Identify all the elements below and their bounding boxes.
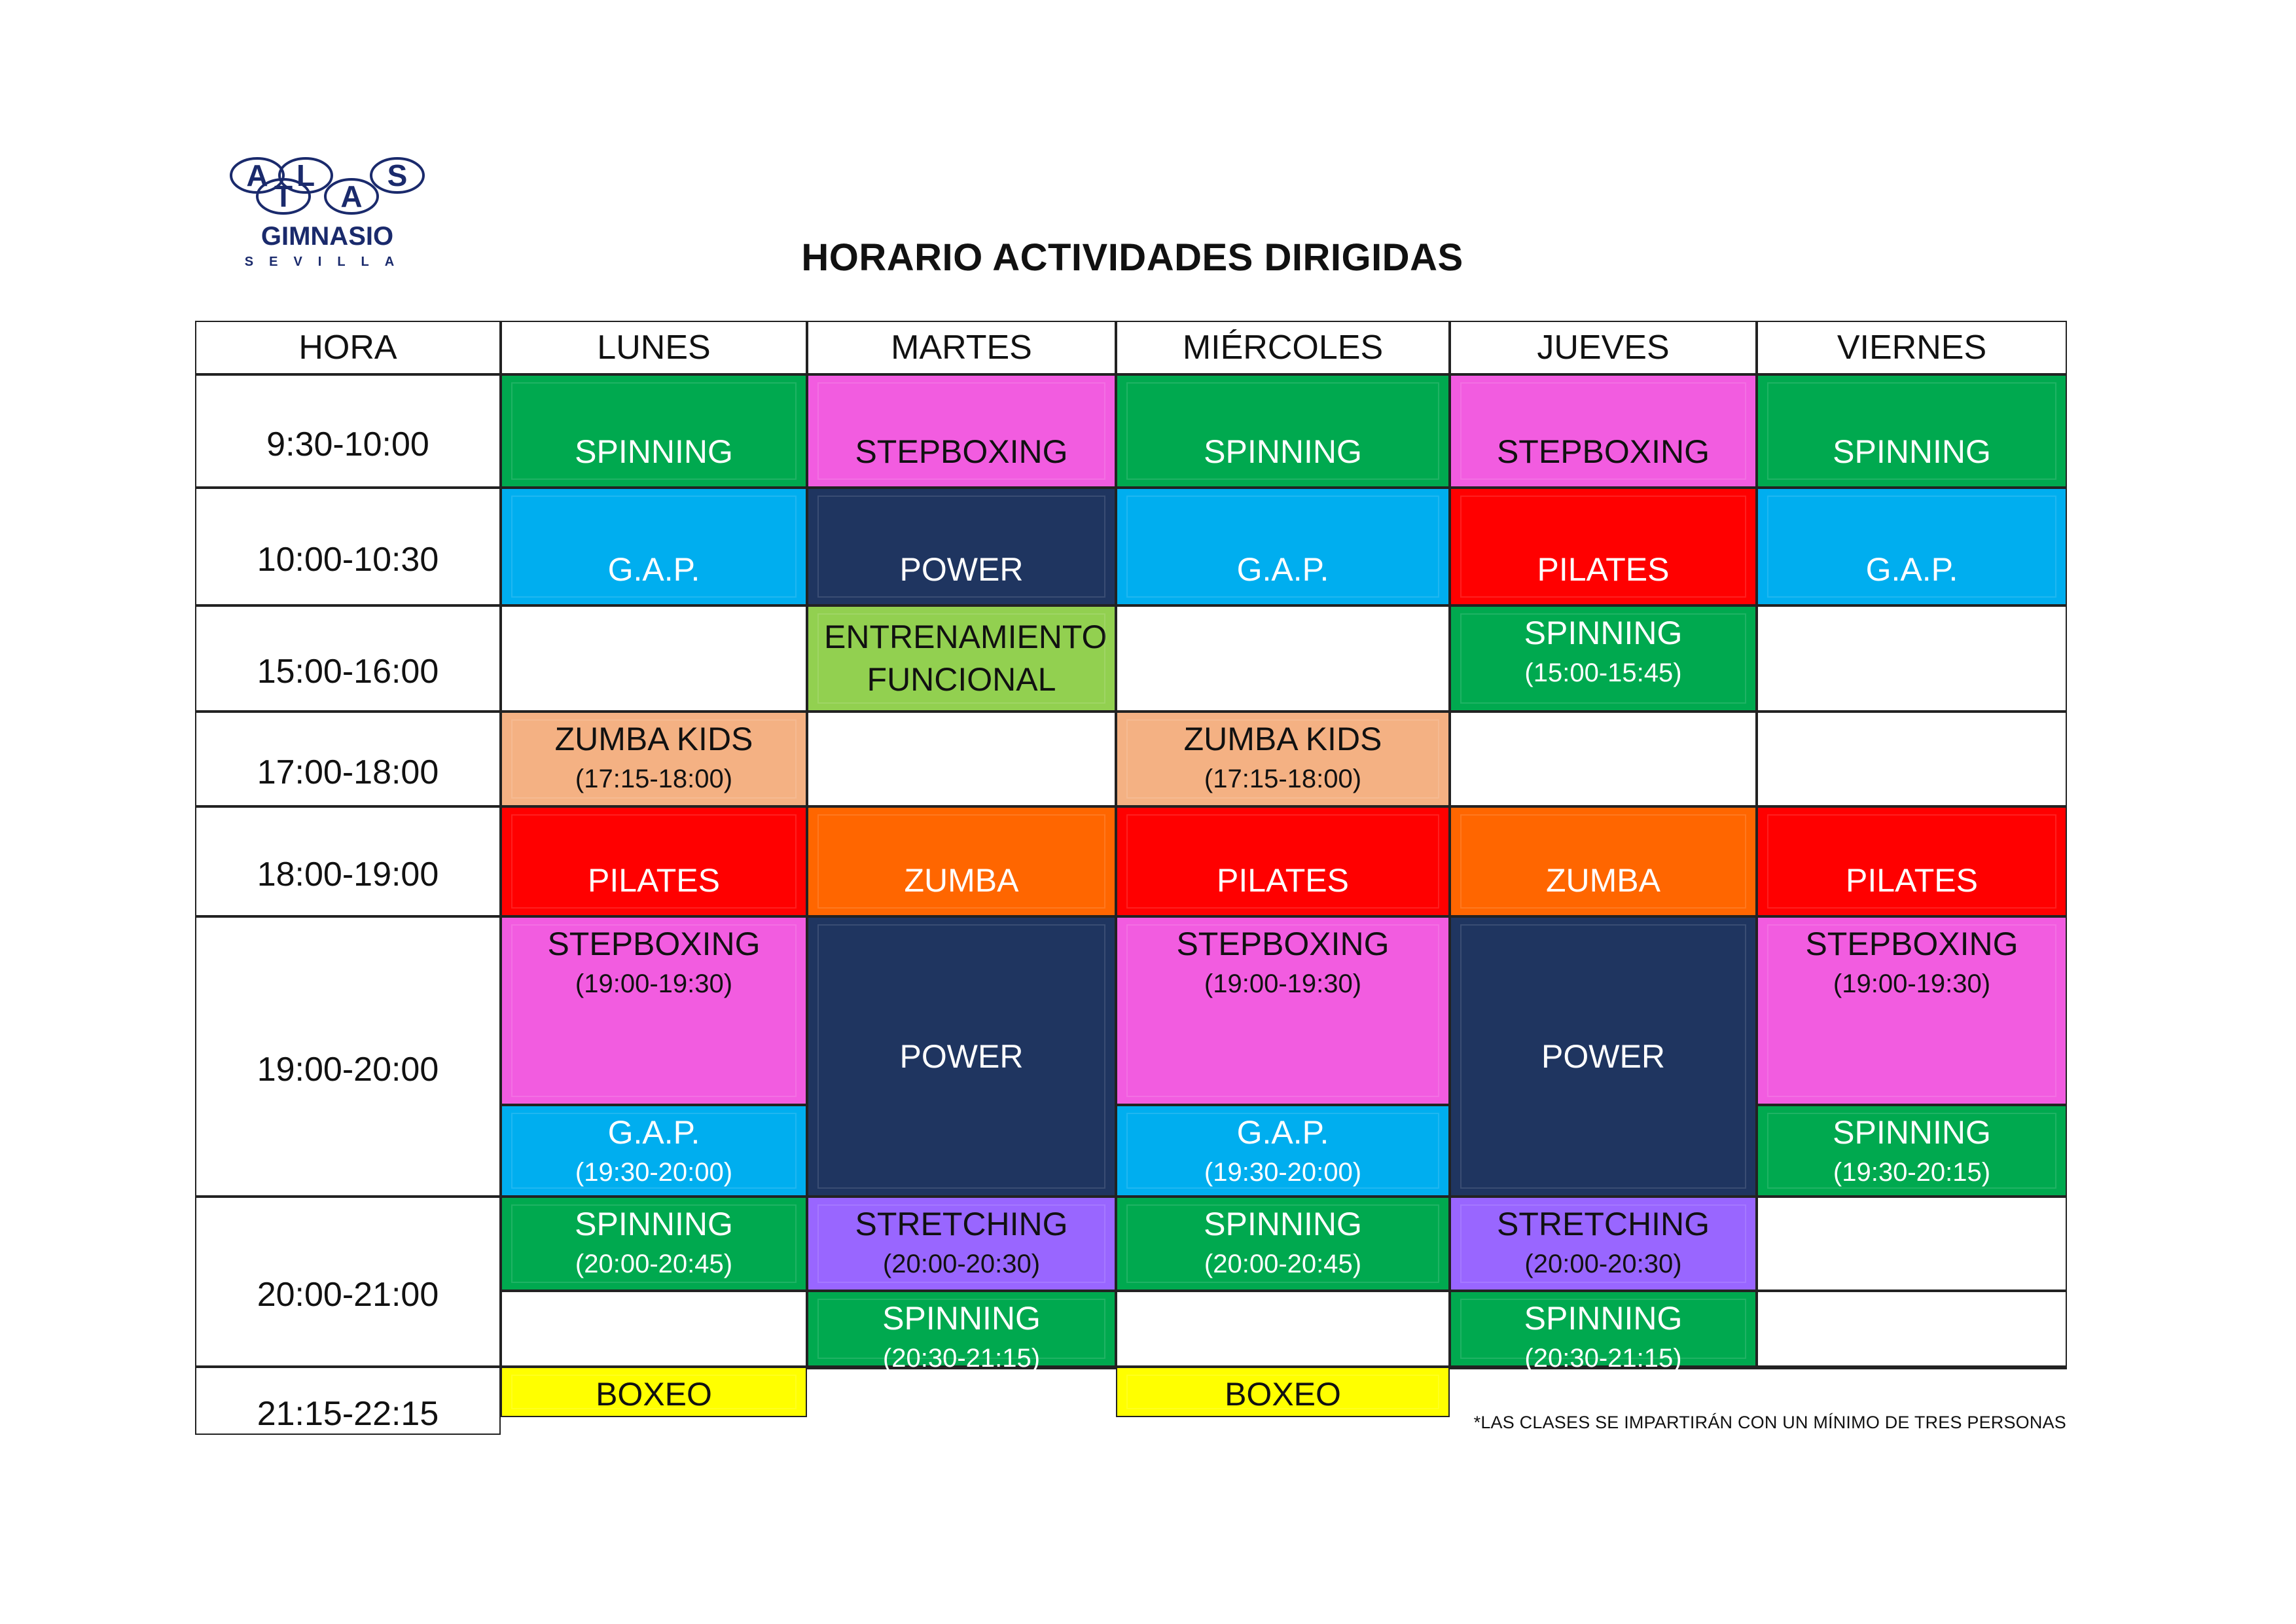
header-jueves: JUEVES	[1450, 321, 1757, 374]
activity-name: PILATES	[1217, 862, 1349, 899]
svg-text:A: A	[246, 158, 268, 192]
activity-name: SPINNING	[575, 1206, 733, 1242]
activity-name: G.A.P.	[607, 1114, 700, 1151]
activity-spinning	[1450, 605, 1757, 712]
activity-pilates	[1450, 488, 1757, 605]
header-viernes: VIERNES	[1757, 321, 2067, 374]
activity-name: PILATES	[588, 862, 720, 899]
activity-g-a-p	[1116, 1105, 1450, 1197]
hour-cell: 20:00-21:00	[195, 1197, 501, 1367]
activity-stepboxing	[807, 374, 1116, 488]
activity-name: SPINNING	[1204, 433, 1362, 470]
activity-spinning	[501, 1197, 807, 1291]
activity-name: STEPBOXING	[547, 926, 761, 962]
activity-boxeo	[1116, 1367, 1450, 1417]
activity-time: (20:30-21:15)	[882, 1344, 1041, 1373]
empty-slot	[1116, 1291, 1450, 1367]
activity-name: G.A.P.	[1236, 551, 1329, 588]
activity-spinning	[1757, 1105, 2067, 1197]
activity-spinning	[1116, 1197, 1450, 1291]
activity-boxeo	[501, 1367, 807, 1417]
svg-text:SEVILLA: SEVILLA	[244, 255, 410, 269]
empty-slot	[501, 1291, 807, 1367]
hour-cell: 10:00-10:30	[195, 488, 501, 605]
activity-name: ZUMBA KIDS	[1183, 721, 1382, 757]
empty-slot	[1757, 1367, 2067, 1369]
svg-text:T: T	[274, 179, 293, 213]
svg-text:A: A	[340, 179, 363, 213]
activity-name: PILATES	[1537, 551, 1670, 588]
activity-name: SPINNING	[1833, 433, 1991, 470]
empty-slot	[1757, 1197, 2067, 1291]
activity-name: G.A.P.	[1865, 551, 1958, 588]
activity-name: ZUMBA KIDS	[554, 721, 753, 757]
activity-time: (20:00-20:30)	[882, 1250, 1041, 1278]
hour-cell: 17:00-18:00	[195, 712, 501, 806]
header-miercoles: MIÉRCOLES	[1116, 321, 1450, 374]
svg-text:GIMNASIO: GIMNASIO	[260, 222, 394, 251]
activity-name: POWER	[899, 1038, 1024, 1075]
activity-time: (20:00-20:45)	[575, 1250, 733, 1278]
activity-g-a-p	[501, 488, 807, 605]
activity-time: (19:30-20:15)	[1833, 1158, 1991, 1187]
activity-stretching	[1450, 1197, 1757, 1291]
activity-name: POWER	[899, 551, 1024, 588]
activity-zumba-kids	[1116, 712, 1450, 806]
activity-name: STEPBOXING	[1805, 926, 2018, 962]
svg-text:S: S	[387, 158, 408, 192]
activity-name: ZUMBA	[904, 862, 1019, 899]
empty-slot	[1450, 712, 1757, 806]
activity-time: (19:00-19:30)	[575, 969, 733, 998]
hour-cell: 19:00-20:00	[195, 916, 501, 1197]
activity-stretching	[807, 1197, 1116, 1291]
activity-name: SPINNING	[1524, 615, 1683, 651]
activity-zumba	[807, 806, 1116, 916]
svg-text:L: L	[296, 158, 315, 192]
activity-name: ENTRENAMIENTO FUNCIONAL	[824, 619, 1107, 698]
activity-stepboxing	[1450, 374, 1757, 488]
empty-slot	[1757, 712, 2067, 806]
empty-slot	[501, 605, 807, 712]
activity-entrenamiento-funcional	[807, 605, 1116, 712]
empty-slot	[807, 712, 1116, 806]
activity-name: G.A.P.	[1236, 1114, 1329, 1151]
activity-spinning	[1757, 374, 2067, 488]
activity-power	[807, 488, 1116, 605]
activity-name: BOXEO	[1225, 1376, 1341, 1413]
activity-power	[807, 916, 1116, 1197]
activity-spinning	[1450, 1291, 1757, 1373]
activity-time: (20:30-21:15)	[1524, 1344, 1682, 1373]
activity-stepboxing	[1757, 916, 2067, 1105]
activity-name: STRETCHING	[1497, 1206, 1710, 1242]
hour-cell: 15:00-16:00	[195, 605, 501, 712]
activity-zumba	[1450, 806, 1757, 916]
empty-slot	[1116, 605, 1450, 712]
activity-name: SPINNING	[882, 1300, 1041, 1337]
activity-name: PILATES	[1846, 862, 1978, 899]
activity-zumba-kids	[501, 712, 807, 806]
page-title: HORARIO ACTIVIDADES DIRIGIDAS	[801, 236, 1463, 279]
activity-pilates	[1757, 806, 2067, 916]
activity-spinning	[501, 374, 807, 488]
activity-time: (19:30-20:00)	[1204, 1158, 1362, 1187]
activity-g-a-p	[1116, 488, 1450, 605]
activity-name: SPINNING	[575, 433, 733, 470]
header-hora: HORA	[195, 321, 501, 374]
activity-time: (19:00-19:30)	[1833, 969, 1991, 998]
activity-time: (17:15-18:00)	[1204, 765, 1362, 793]
activity-time: (15:00-15:45)	[1524, 659, 1682, 687]
activity-power	[1450, 916, 1757, 1197]
activity-g-a-p	[501, 1105, 807, 1197]
activity-time: (17:15-18:00)	[575, 765, 733, 793]
activity-time: (19:00-19:30)	[1204, 969, 1362, 998]
hour-cell: 18:00-19:00	[195, 806, 501, 916]
activity-pilates	[501, 806, 807, 916]
activity-name: BOXEO	[596, 1376, 712, 1413]
activity-name: G.A.P.	[607, 551, 700, 588]
hour-cell: 21:15-22:15	[195, 1367, 501, 1435]
activity-name: POWER	[1541, 1038, 1665, 1075]
header-lunes: LUNES	[501, 321, 807, 374]
activity-spinning	[807, 1291, 1116, 1373]
activity-name: STEPBOXING	[855, 433, 1068, 470]
activity-stepboxing	[1116, 916, 1450, 1105]
activity-time: (20:00-20:45)	[1204, 1250, 1362, 1278]
footnote: *LAS CLASES SE IMPARTIRÁN CON UN MÍNIMO DE TRES PERSONAS	[1473, 1413, 2066, 1432]
activity-time: (19:30-20:00)	[575, 1158, 733, 1187]
activity-stepboxing	[501, 916, 807, 1105]
activity-g-a-p	[1757, 488, 2067, 605]
activity-spinning	[1116, 374, 1450, 488]
header-martes: MARTES	[807, 321, 1116, 374]
empty-slot	[1757, 1291, 2067, 1367]
activity-name: STEPBOXING	[1496, 433, 1710, 470]
activity-name: SPINNING	[1833, 1114, 1991, 1151]
activity-name: STEPBOXING	[1176, 926, 1390, 962]
empty-slot	[1757, 605, 2067, 712]
activity-name: SPINNING	[1524, 1300, 1683, 1337]
hour-cell: 9:30-10:00	[195, 374, 501, 488]
activity-name: ZUMBA	[1546, 862, 1660, 899]
activity-name: STRETCHING	[855, 1206, 1068, 1242]
activity-time: (20:00-20:30)	[1524, 1250, 1682, 1278]
activity-name: SPINNING	[1204, 1206, 1362, 1242]
activity-pilates	[1116, 806, 1450, 916]
